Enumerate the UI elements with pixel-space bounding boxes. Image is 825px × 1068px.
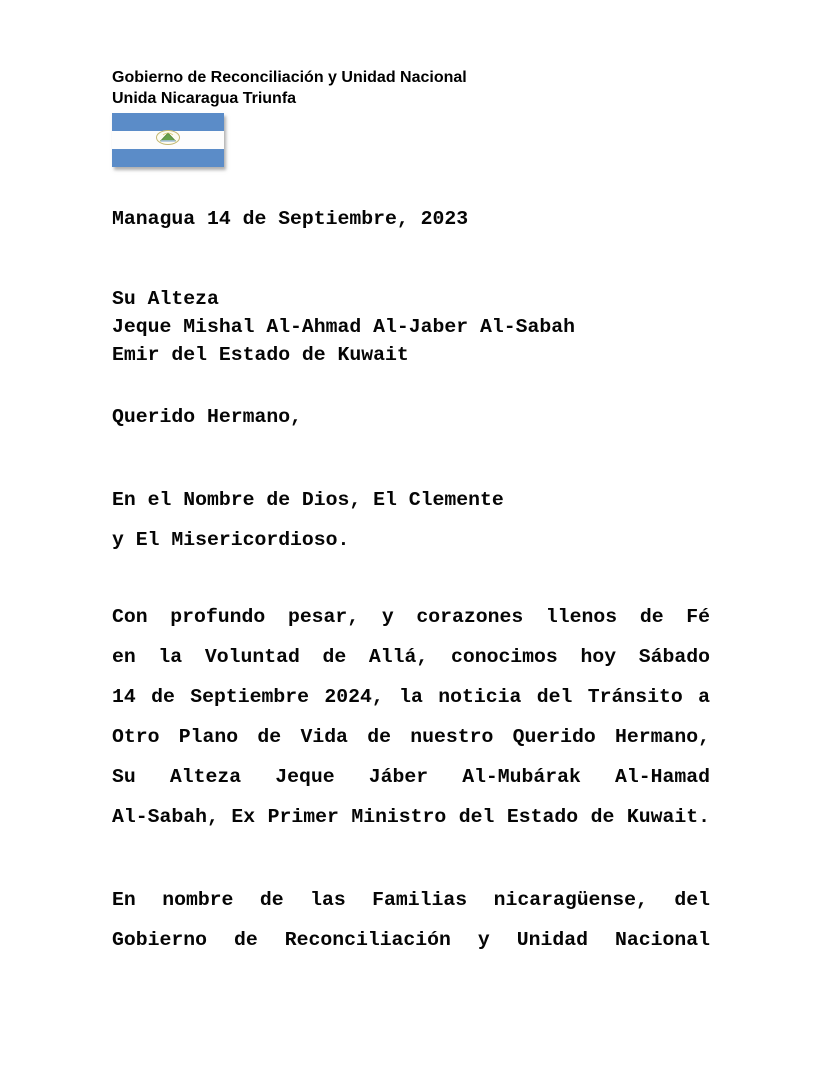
paragraph-2-line-2: Gobierno de Reconciliación y Unidad Nacional [112,929,710,951]
nicaragua-flag [112,113,224,167]
letter-content [112,67,710,960]
recipient-title: Su Alteza [112,288,219,310]
invocation-line-2: y El Misericordioso. [112,529,350,551]
recipient-name: Jeque Mishal Al-Ahmad Al-Jaber Al-Sabah [112,316,575,338]
recipient-block [112,285,710,369]
paragraph-1-line-1: Con profundo pesar, y corazones llenos de Fé [112,606,710,628]
date-line: Managua 14 de Septiembre, 2023 [112,208,469,230]
recipient-role: Emir del Estado de Kuwait [112,344,409,366]
paragraph-2-line-1: En nombre de las Familias nicaragüense, del [112,889,710,911]
paragraph-2 [112,880,710,960]
letterhead-line-2: Unida Nicaragua Triunfa [112,90,297,107]
invocation-line-1: En el Nombre de Dios, El Clemente [112,489,504,511]
paragraph-1-line-6: Al-Sabah, Ex Primer Ministro del Estado de Kuwait. [112,806,710,828]
flag-stripe-bottom [112,149,224,167]
paragraph-1-line-4: Otro Plano de Vida de nuestro Querido Hermano, [112,726,710,748]
coat-of-arms-icon [155,130,181,151]
paragraph-1-line-3: 14 de Septiembre 2024, la noticia del Tránsito a [112,686,710,708]
paragraph-1 [112,597,710,837]
letterhead [112,67,710,109]
flag-stripe-top [112,113,224,131]
salutation: Querido Hermano, [112,406,302,428]
paragraph-1-line-2: en la Voluntad de Allá, conocimos hoy Sábado [112,646,710,668]
letterhead-line-1: Gobierno de Reconciliación y Unidad Nacional [112,69,467,86]
paragraph-1-line-5: Su Alteza Jeque Jáber Al-Mubárak Al-Hamad [112,766,710,788]
flag-stripe-middle [112,131,224,149]
invocation-block [112,480,710,560]
